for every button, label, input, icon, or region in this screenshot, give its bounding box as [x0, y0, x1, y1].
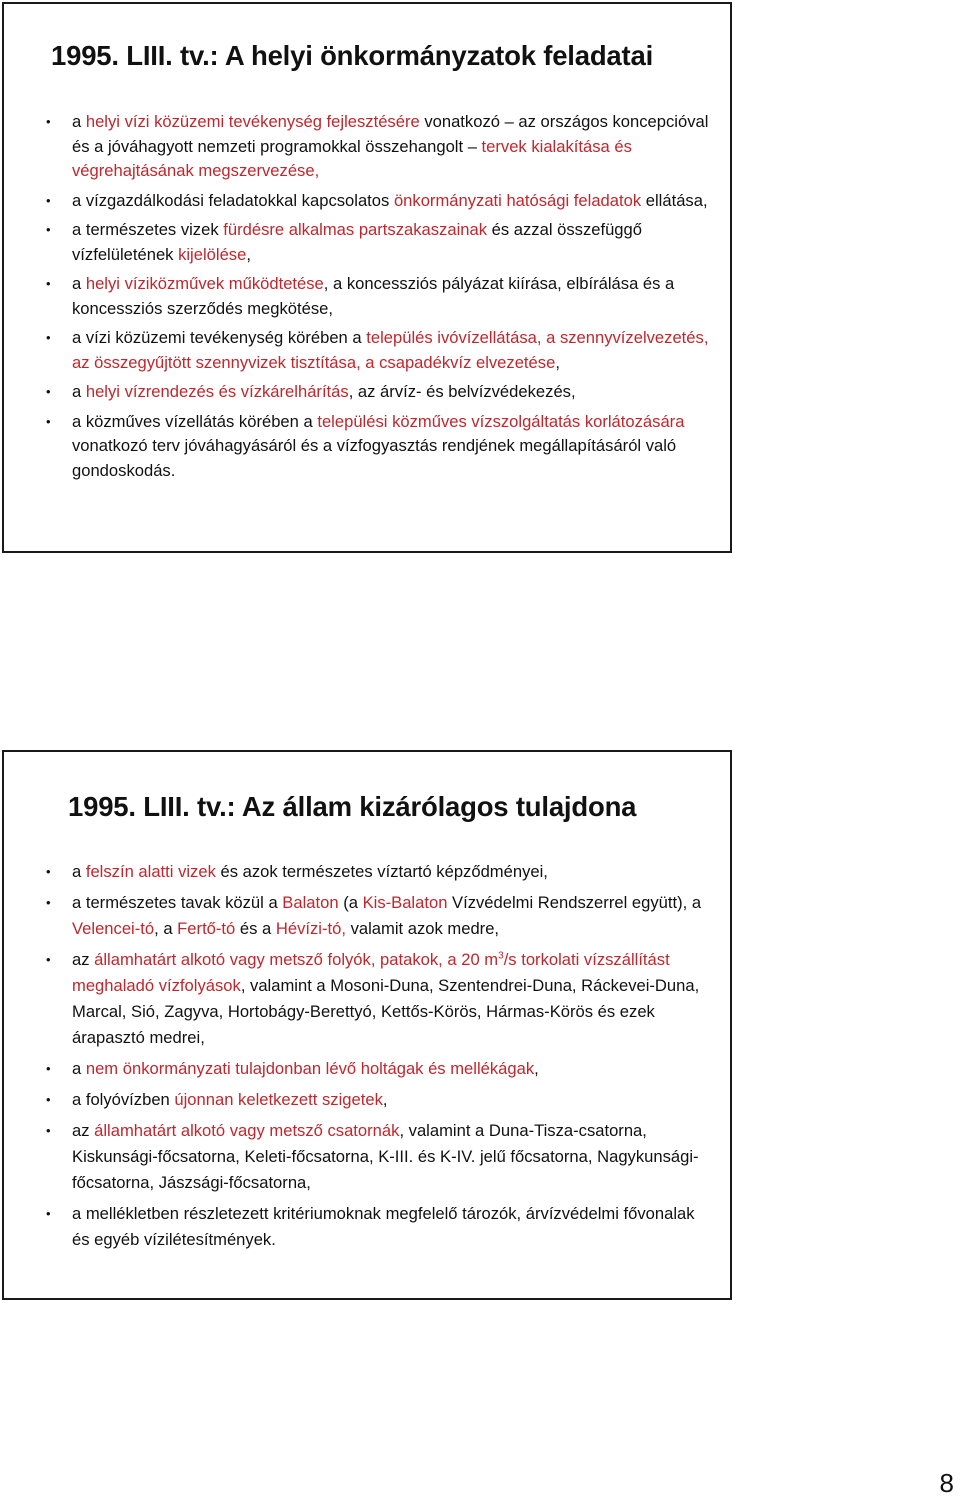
text-segment: a mellékletben részletezett kritériumoknak megfelelő tározók, árvízvédelmi fővonalak és egyéb vízilétesítmények.	[72, 1204, 695, 1249]
highlighted-text: kijelölése	[178, 244, 247, 264]
text-segment: ,	[555, 352, 560, 372]
text-segment: , a koncessziós pályázat kiírása, elbírálása és a koncessziós szerződés megkötése,	[72, 274, 675, 318]
text-segment: , a	[154, 919, 178, 938]
highlighted-text: felszín alatti vizek	[85, 862, 216, 881]
text-segment: a vízi közüzemi tevékenység körében a	[72, 328, 367, 347]
highlighted-text: 3	[498, 950, 504, 962]
list-item	[72, 218, 712, 267]
highlighted-text: államhatárt alkotó vagy metsző csatornák	[94, 1121, 400, 1140]
text-segment: a közműves vízellátás körében a	[72, 411, 318, 431]
text-segment: ,	[382, 1090, 388, 1109]
list-item	[72, 890, 712, 942]
text-segment: a folyóvízben	[72, 1090, 175, 1109]
text-segment: , valamint a Duna-Tisza-csatorna, Kiskunsági-főcsatorna, Keleti-főcsatorna, K-III. és K-IV. jelű főcsatorna, Nagykunsági-főcsatorna, Jászsági-főcsatorna,	[72, 1121, 699, 1192]
highlighted-text: önkormányzati hatósági feladatok	[393, 190, 642, 210]
text-segment: a vízgazdálkodási feladatokkal kapcsolatos	[72, 190, 394, 210]
bullet-list	[72, 110, 712, 488]
text-segment: az	[72, 1121, 95, 1140]
slide-2	[2, 750, 732, 1300]
text-segment: a természetes tavak közül a	[72, 893, 283, 912]
text-segment: és a	[235, 919, 276, 938]
list-item	[72, 1201, 712, 1253]
list-item	[72, 380, 712, 405]
list-item	[72, 947, 712, 1051]
list-item	[72, 189, 712, 214]
highlighted-text: helyi víziközművek működtetése	[85, 274, 324, 293]
text-segment: a	[72, 274, 86, 293]
list-item	[72, 410, 712, 484]
highlighted-text: fürdésre alkalmas partszakaszainak	[223, 220, 488, 239]
list-item	[72, 326, 712, 375]
highlighted-text: nem önkormányzati tulajdonban lévő holtágak és mellékágak	[85, 1059, 535, 1078]
highlighted-text: települési közműves vízszolgáltatás korlátozására	[317, 411, 685, 431]
text-segment: a	[72, 1059, 86, 1078]
highlighted-text: helyi vízi közüzemi tevékenység fejlesztésére	[85, 112, 420, 131]
text-segment: ,	[246, 244, 251, 264]
list-item	[72, 272, 712, 321]
highlighted-text: helyi vízrendezés és vízkárelhárítás	[85, 382, 349, 401]
highlighted-text: tervek kialakítása és végrehajtásának megszervezése,	[72, 136, 632, 180]
highlighted-text: újonnan keletkezett szigetek	[174, 1090, 383, 1109]
text-segment: , az árvíz- és belvízvédekezés,	[348, 382, 576, 401]
text-segment: az	[72, 950, 95, 969]
highlighted-text: Kis-Balaton	[362, 893, 448, 912]
slide-1	[2, 2, 732, 553]
text-segment: a	[72, 112, 86, 131]
highlighted-text: Balaton	[282, 893, 339, 912]
text-segment: , valamint a Mosoni-Duna, Szentendrei-Duna, Ráckevei-Duna, Marcal, Sió, Zagyva, Hortobágy-Berettyó, Kettős-Körös, Hármas-Körös és ezek árapasztó medrei,	[72, 976, 700, 1047]
highlighted-text: település ivóvízellátása, a szennyvízelvezetés, az összegyűjtött szennyvizek tisztítása, a csapadékvíz elvezetése	[72, 328, 709, 372]
highlighted-text: Velencei-tó	[72, 919, 155, 938]
list-item	[72, 1087, 712, 1113]
text-segment: a természetes vizek	[72, 220, 224, 239]
text-segment: vonatkozó – az országos koncepcióval és a jóváhagyott nemzeti programokkal összehangolt –	[72, 112, 709, 156]
list-item	[72, 1118, 712, 1196]
list-item	[72, 110, 712, 184]
highlighted-text: /s torkolati vízszállítást meghaladó vízfolyások	[72, 950, 670, 995]
list-item	[72, 1056, 712, 1082]
text-segment: a	[72, 382, 86, 401]
page-number: 8	[939, 1468, 954, 1498]
bullet-list	[72, 859, 712, 1258]
slide-title: 1995. LIII. tv.: Az állam kizárólagos tulajdona	[68, 791, 637, 822]
text-segment: valamit azok medre,	[345, 919, 500, 938]
text-segment: Vízvédelmi Rendszerrel együtt), a	[447, 893, 702, 912]
text-segment: ellátása,	[641, 190, 708, 210]
highlighted-text: államhatárt alkotó vagy metsző folyók, patakok, a 20 m	[94, 950, 499, 969]
text-segment: ,	[534, 1059, 539, 1078]
list-item	[72, 859, 712, 885]
text-segment: (a	[338, 893, 363, 912]
highlighted-text: Hévízi-tó,	[275, 919, 346, 938]
text-segment: és azok természetes víztartó képződményei,	[215, 862, 548, 881]
text-segment: és azzal összefüggő vízfelületének	[72, 220, 642, 264]
slide-title: 1995. LIII. tv.: A helyi önkormányzatok feladatai	[51, 40, 654, 71]
text-segment: a	[72, 862, 86, 881]
highlighted-text: Fertő-tó	[177, 919, 236, 938]
text-segment: vonatkozó terv jóváhagyásáról és a vízfogyasztás rendjének megállapításáról való gondoskodás.	[72, 436, 677, 480]
